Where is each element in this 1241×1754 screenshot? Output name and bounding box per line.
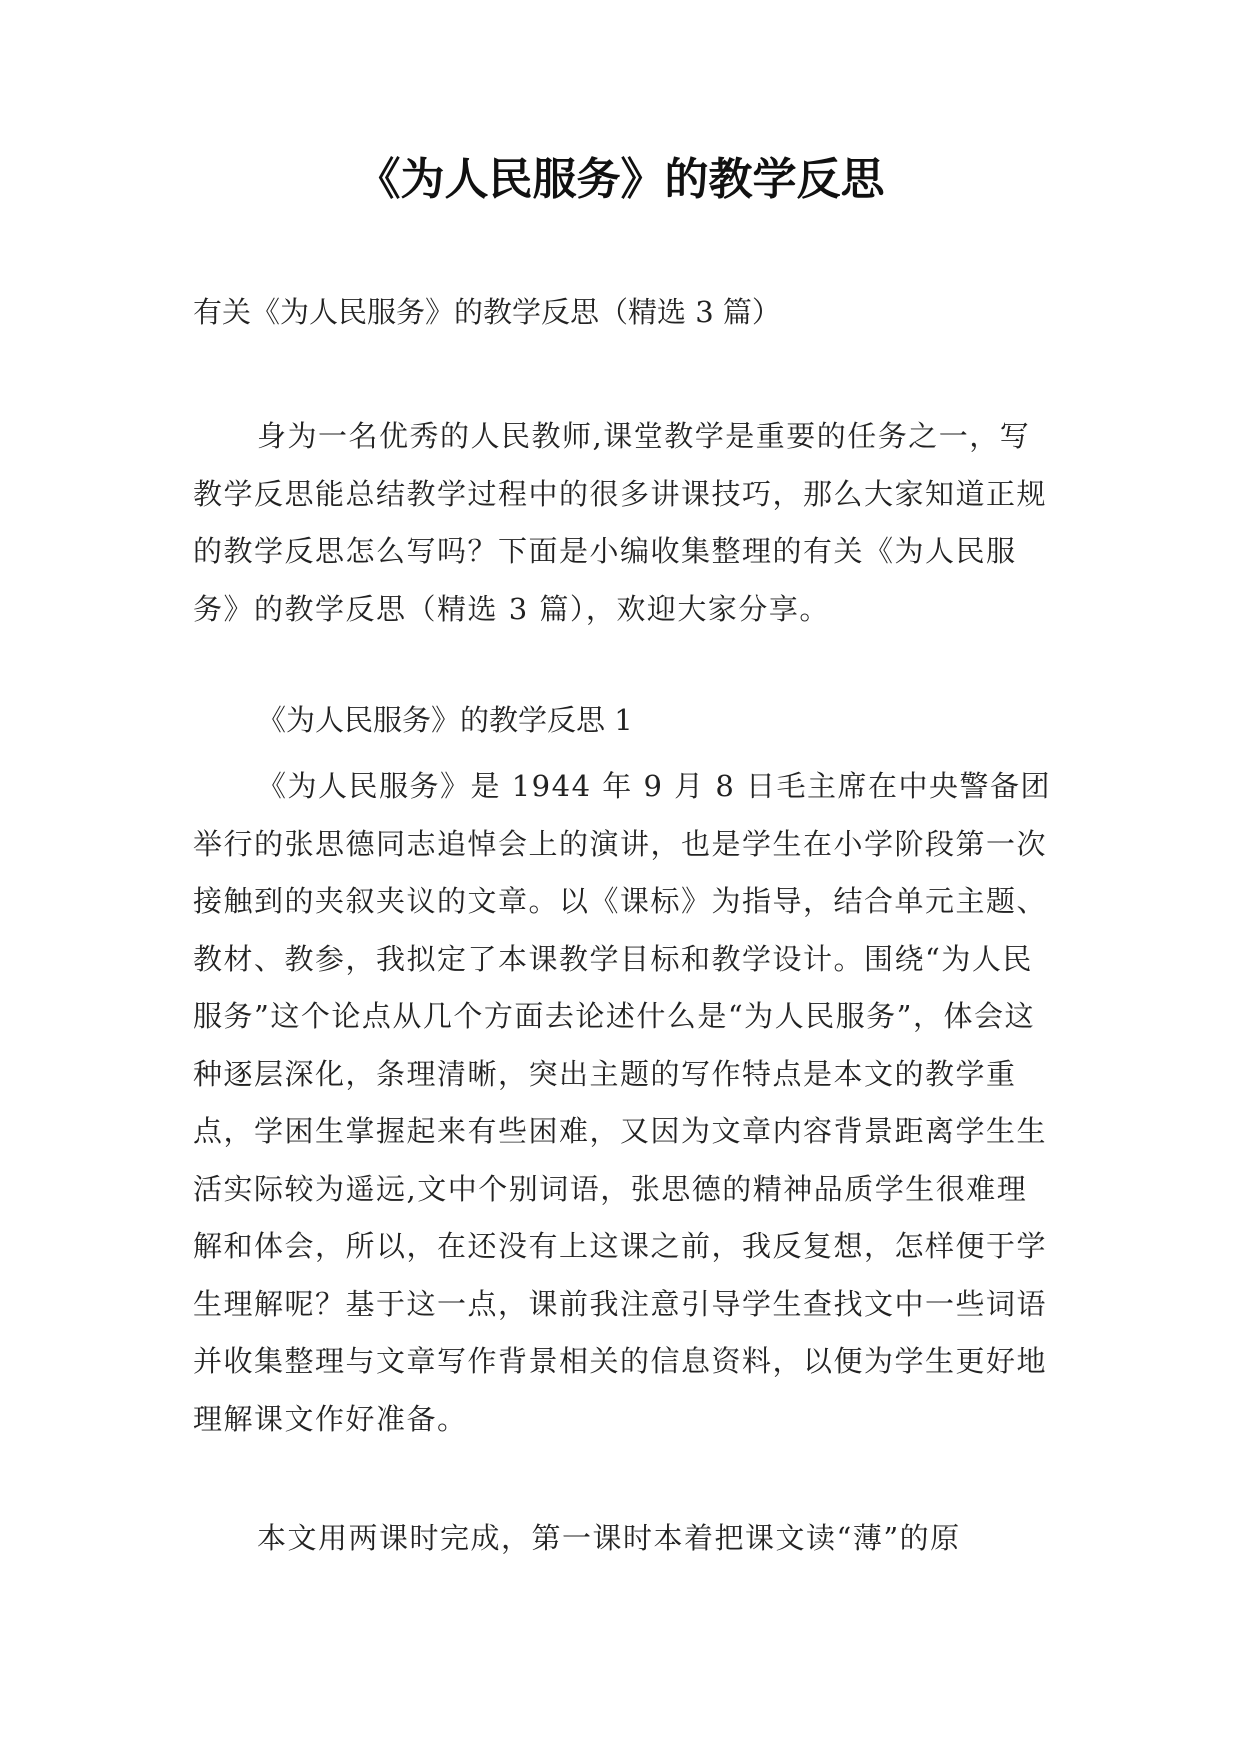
document-title: 《为人民服务》的教学反思 — [356, 154, 885, 205]
body-paragraph: 《为人民服务》是 1944 年 9 月 8 日毛主席在中央警备团举行的张思德同志追悼会上的演讲，也是学生在小学阶段第一次接触到的夹叙夹议的文章。以《课标》为指导，结合单元主题、教材、教参，我拟定了本课教学目标和教学设计。围绕“为人民服务”这个论点从几个方面去论述什么是“为人民服务”，体会这种逐层深化，条理清晰，突出主题的写作特点是本文的教学重点，学困生掌握起来有些困难，又因为文章内容背景距离学生生活实际较为遥远,文中个别词语，张思德的精神品质学生很难理解和体会，所以，在还没有上这课之前，我反复想，怎样便于学生理解呢？基于这一点，课前我注意引导学生查找文中一些词语并收集整理与文章写作背景相关的信息资料，以便为学生更好地理解课文作好准备。 — [193, 769, 1052, 1436]
section-heading: 《为人民服务》的教学反思 1 — [257, 703, 633, 737]
document-subtitle: 有关《为人民服务》的教学反思（精选 3 篇） — [193, 295, 781, 329]
body-paragraph: 本文用两课时完成，第一课时本着把课文读“薄”的原 — [257, 1521, 961, 1555]
intro-paragraph: 身为一名优秀的人民教师,课堂教学是重要的任务之一，写教学反思能总结教学过程中的很多讲课技巧，那么大家知道正规的教学反思怎么写吗？下面是小编收集整理的有关《为人民服务》的教学反思（精选 3 篇），欢迎大家分享。 — [193, 419, 1048, 626]
